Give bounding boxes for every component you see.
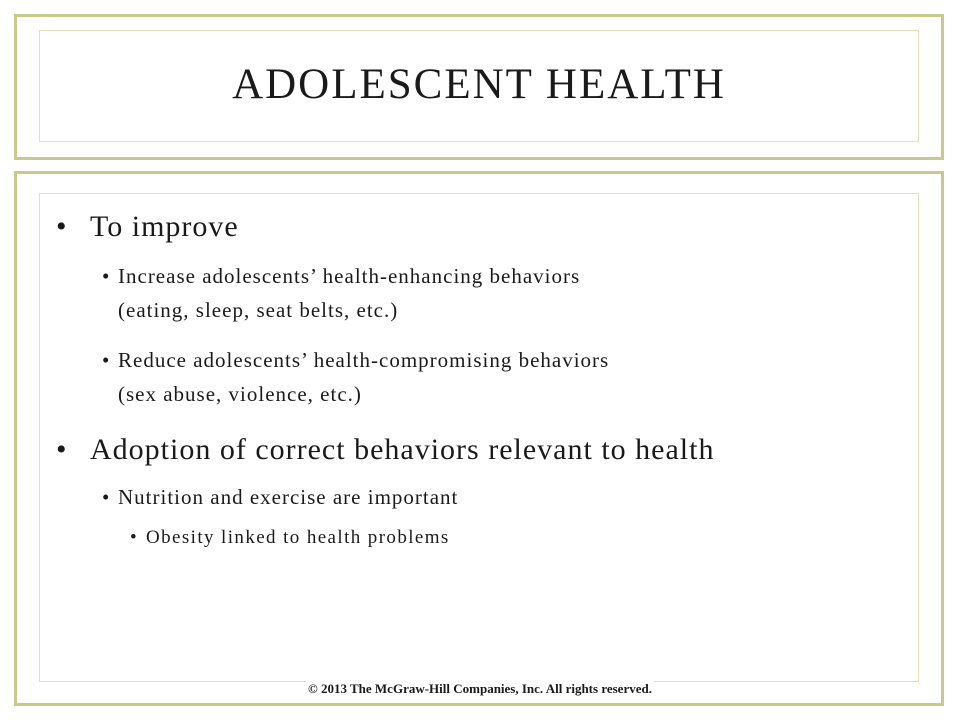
bullet-dot-icon: • <box>102 264 111 288</box>
bullet-text-line-2: (sex abuse, violence, etc.) <box>118 382 362 406</box>
bullet-text-line-2: (eating, sleep, seat belts, etc.) <box>118 298 399 322</box>
bullet-text: To improve <box>90 210 239 243</box>
bullet-text: Adoption of correct behaviors relevant to health <box>90 433 715 466</box>
bullet-text-line-1: Increase adolescents’ health-enhancing behaviors <box>118 264 581 288</box>
bullet-text-line-1: Reduce adolescents’ health-compromising behaviors <box>118 348 610 372</box>
bullet-dot-icon: • <box>102 485 111 509</box>
bullet-text: Obesity linked to health problems <box>146 527 450 548</box>
title-panel <box>14 14 944 160</box>
bullet-dot-icon: • <box>130 527 139 548</box>
slide-title: ADOLESCENT HEALTH <box>232 61 726 108</box>
bullet-dot-icon: • <box>102 348 111 372</box>
bullet-dot-icon: • <box>56 433 68 466</box>
bullet-dot-icon: • <box>56 210 68 243</box>
copyright-text: © 2013 The McGraw-Hill Companies, Inc. All rights reserved. <box>308 681 652 696</box>
bullet-text: Nutrition and exercise are important <box>118 485 459 509</box>
copyright-footer <box>0 681 960 697</box>
